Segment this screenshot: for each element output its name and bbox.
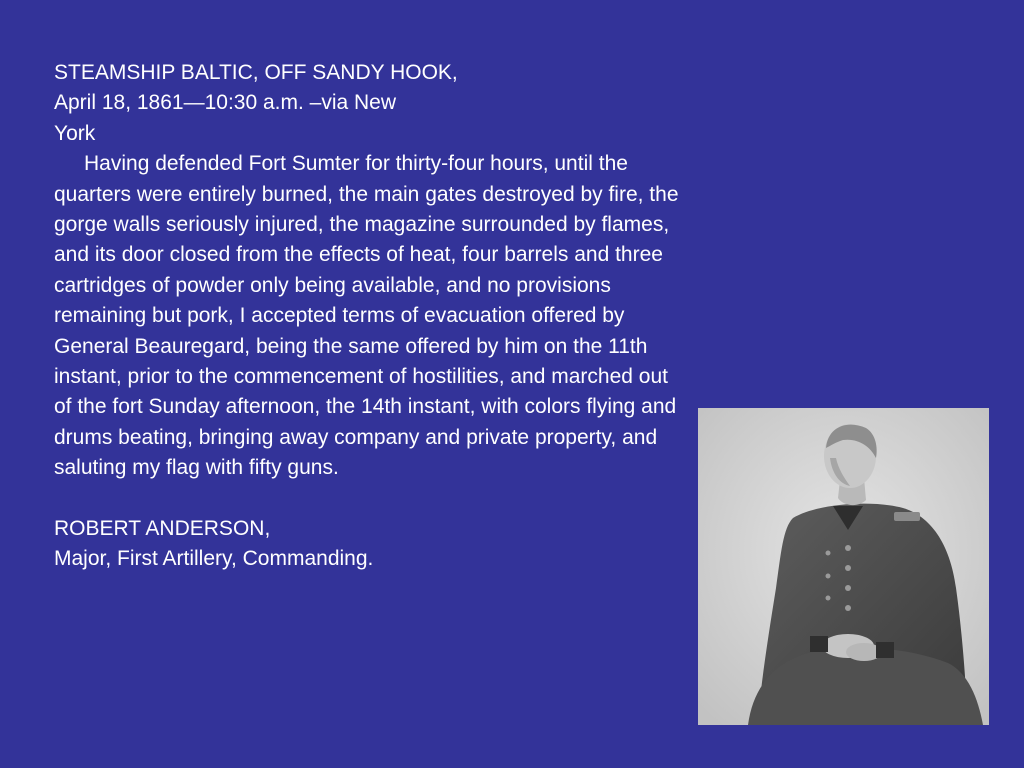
portrait-photo-icon	[698, 408, 989, 725]
signature-title: Major, First Artillery, Commanding.	[54, 547, 374, 571]
dispatch-body: Having defended Fort Sumter for thirty-four hours, until the quarters were entirely burned, the main gates destroyed by fire, the gorge walls seriously injured, the magazine surrounded by flames, and its door closed from the effects of heat, four barrels and three cartridges of powder only being available, and no provisions remaining but pork, I accepted terms of evacuation offered by General Beauregard, being the same offered by him on the 11th instant, prior to the commencement of hostilities, and marched out of the fort Sunday afternoon, the 14th instant, with colors flying and drums beating, bringing away company and private property, and saluting my flag with fifty guns.	[54, 152, 679, 480]
dispatch-header-line-2: April 18, 1861—10:30 a.m. –via New	[54, 91, 397, 115]
dispatch-header-line-1: STEAMSHIP BALTIC, OFF SANDY HOOK,	[54, 61, 458, 84]
portrait-photo	[698, 408, 989, 725]
dispatch-header-line-3: York	[54, 121, 96, 145]
signature-name: ROBERT ANDERSON,	[54, 517, 271, 541]
paragraph-spacer	[54, 484, 684, 514]
dispatch-text	[54, 58, 684, 575]
